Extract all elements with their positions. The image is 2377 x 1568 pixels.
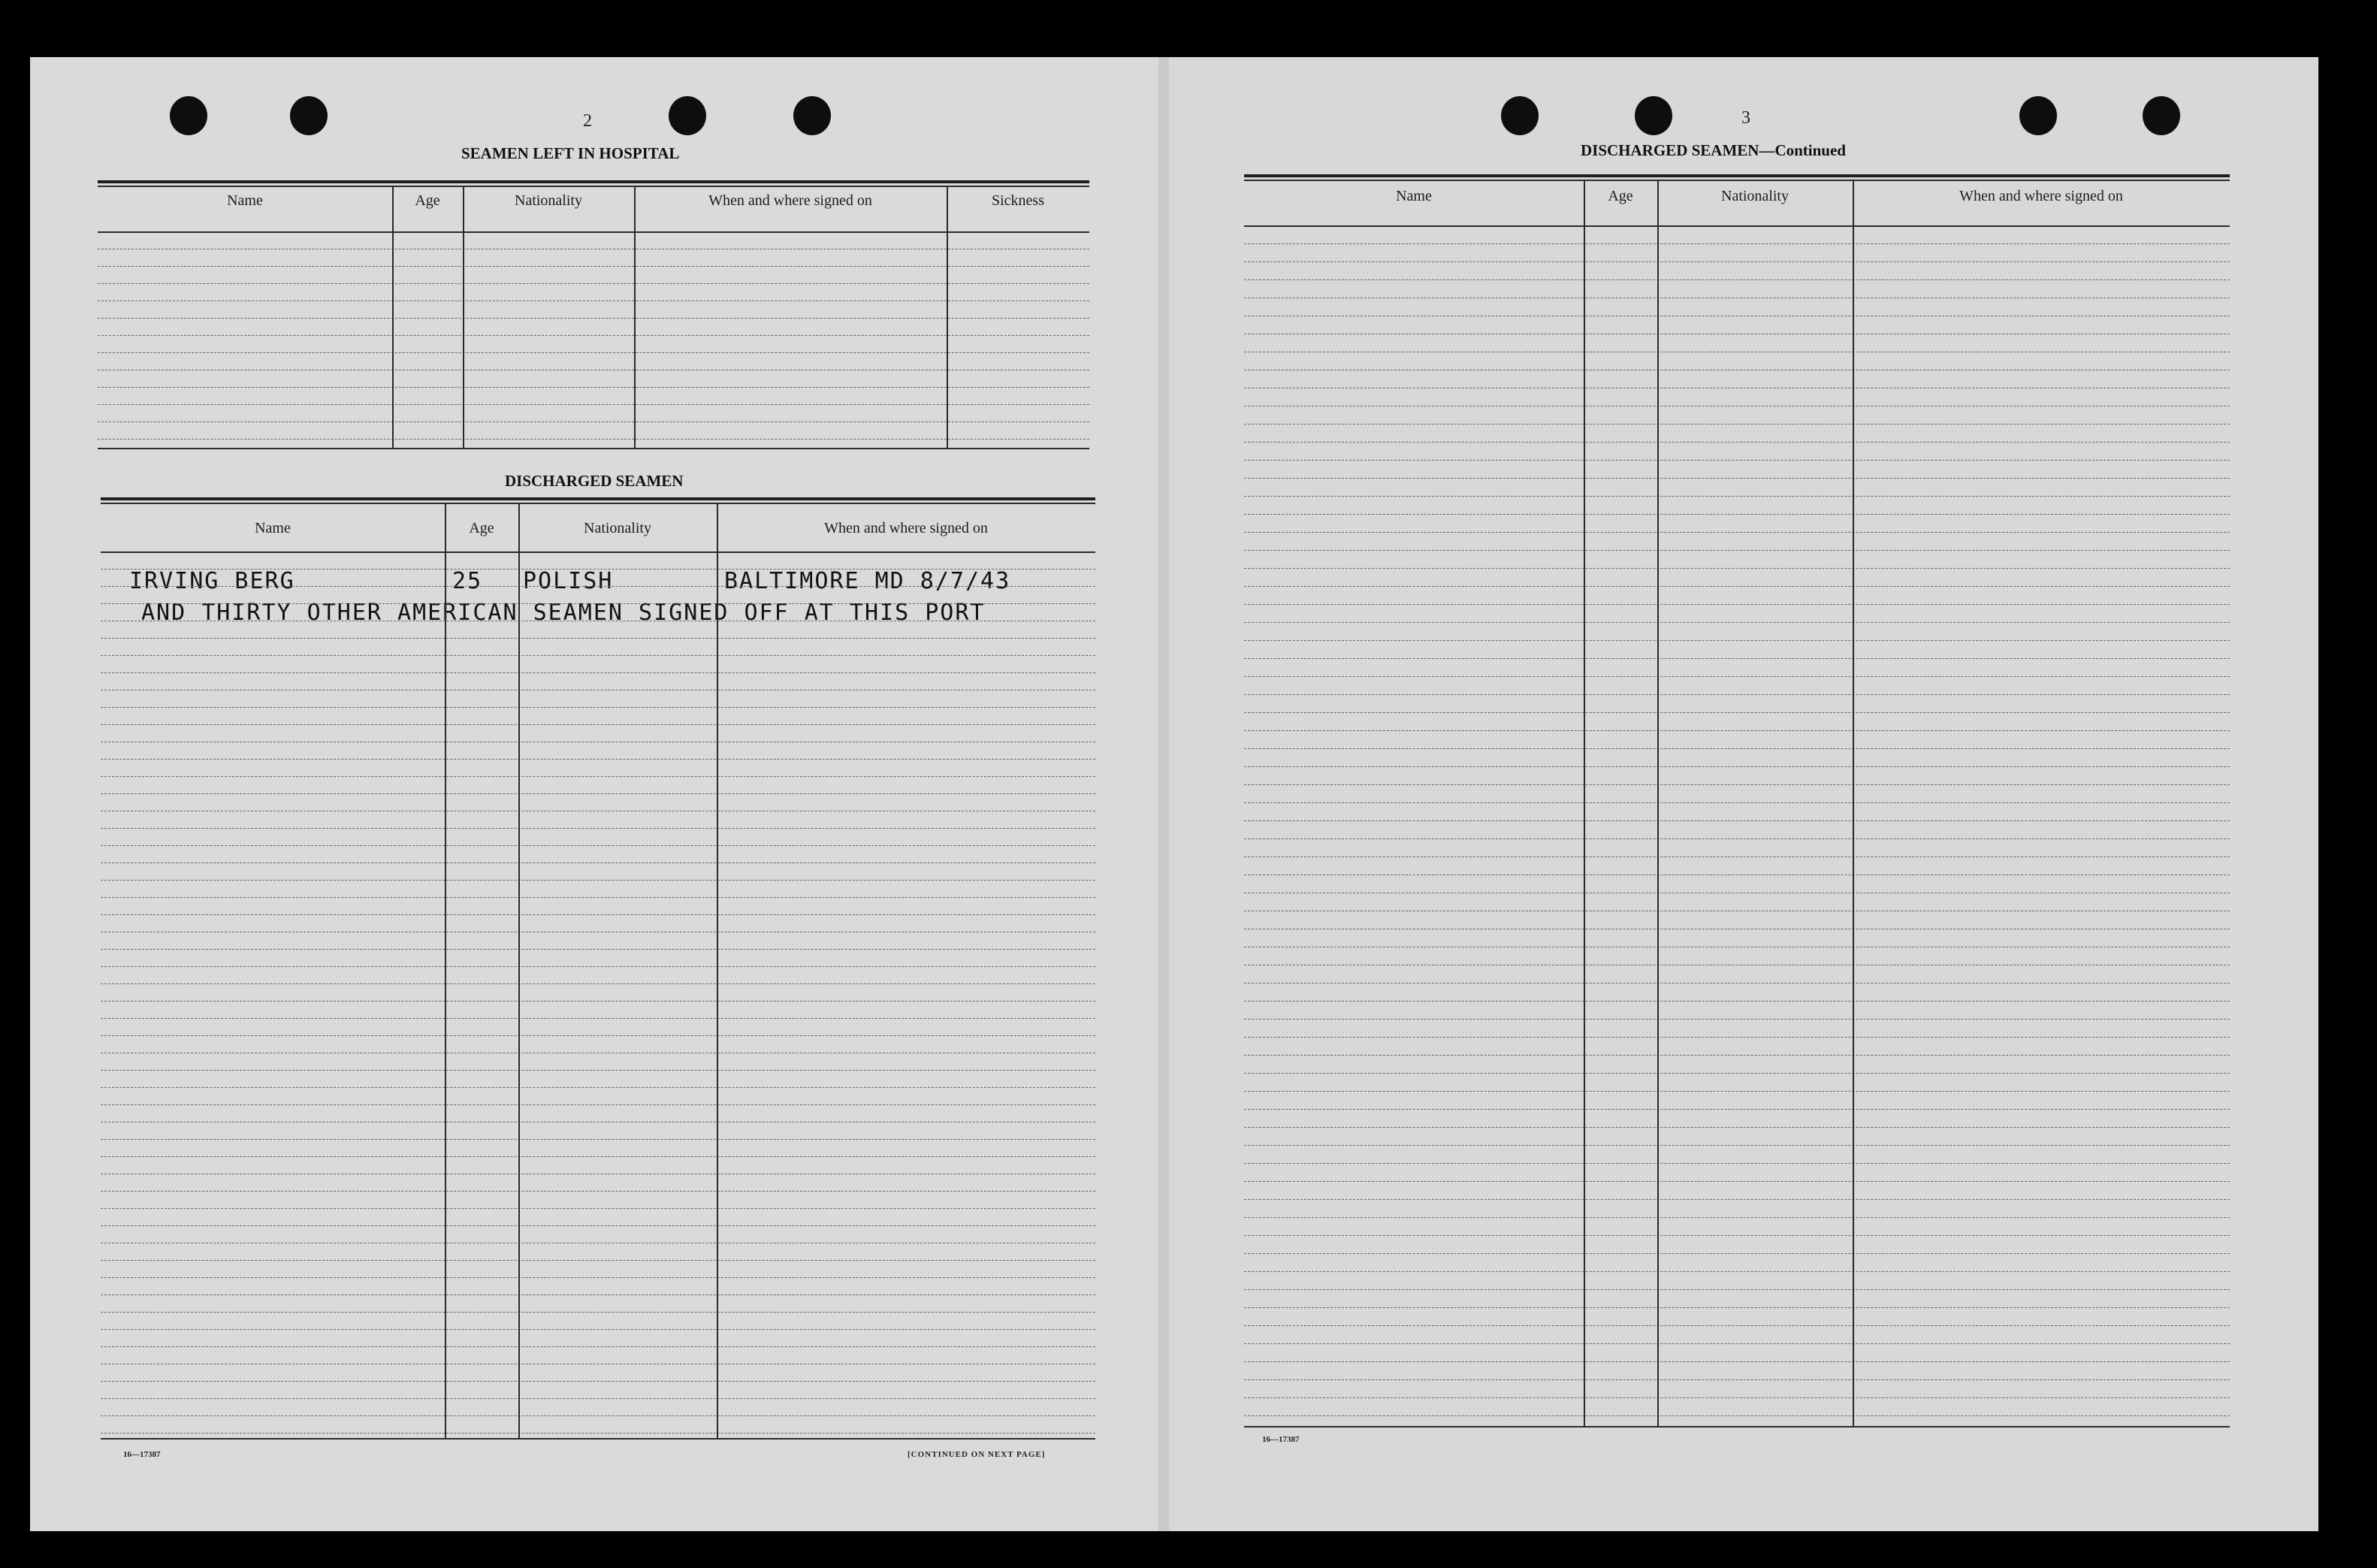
row-rule	[1244, 784, 2230, 785]
punch-hole	[2143, 96, 2180, 135]
column-header: When and where signed on	[708, 192, 872, 209]
row-rule	[101, 845, 1095, 846]
row-rule	[1244, 766, 2230, 767]
punch-hole	[290, 96, 328, 135]
row-rule	[1244, 748, 2230, 749]
row-rule	[1244, 1127, 2230, 1128]
page-fold	[1158, 57, 1169, 1531]
table-bottom-rule	[101, 1438, 1095, 1440]
row-rule	[101, 983, 1095, 984]
table-top-rule	[1244, 180, 2230, 181]
column-header: Age	[1608, 188, 1633, 204]
column-divider	[947, 186, 948, 448]
column-header: Age	[415, 192, 440, 209]
column-header: Nationality	[584, 520, 651, 536]
row-rule	[1244, 532, 2230, 533]
row-rule	[1244, 568, 2230, 569]
row-rule	[1244, 1343, 2230, 1344]
column-divider	[717, 503, 718, 1438]
table-top-rule	[101, 497, 1095, 500]
row-rule	[98, 387, 1089, 388]
row-rule	[1244, 1361, 2230, 1362]
row-rule	[101, 1018, 1095, 1019]
row-rule	[101, 603, 1095, 604]
row-rule	[101, 1312, 1095, 1313]
row-rule	[1244, 820, 2230, 821]
entry-name: IRVING BERG	[129, 568, 295, 594]
punch-hole	[170, 96, 207, 135]
row-rule	[1244, 1073, 2230, 1074]
row-rule	[98, 421, 1089, 422]
row-rule	[1244, 604, 2230, 605]
row-rule	[1244, 279, 2230, 280]
row-rule	[101, 1225, 1095, 1226]
row-rule	[101, 1087, 1095, 1088]
right-page	[1157, 57, 2318, 1531]
row-rule	[1244, 243, 2230, 244]
row-rule	[1244, 1181, 2230, 1182]
table-bottom-rule	[98, 448, 1089, 449]
row-rule	[101, 759, 1095, 760]
column-header: Nationality	[515, 192, 582, 209]
row-rule	[101, 707, 1095, 708]
row-rule	[1244, 1307, 2230, 1308]
row-rule	[1244, 694, 2230, 695]
row-rule	[1244, 1271, 2230, 1272]
row-rule	[98, 283, 1089, 284]
row-rule	[1244, 838, 2230, 839]
row-rule	[101, 880, 1095, 881]
row-rule	[1244, 712, 2230, 713]
discharged-section-title: DISCHARGED SEAMEN	[505, 472, 684, 490]
row-rule	[1244, 676, 2230, 677]
row-rule	[101, 776, 1095, 777]
row-rule	[1244, 550, 2230, 551]
entry-signed-on: BALTIMORE MD 8/7/43	[724, 568, 1011, 594]
row-rule	[1244, 802, 2230, 803]
row-rule	[101, 1035, 1095, 1036]
column-divider	[1657, 180, 1659, 1426]
punch-hole	[2019, 96, 2057, 135]
row-rule	[1244, 1145, 2230, 1146]
table-top-rule	[98, 180, 1089, 183]
row-rule	[101, 828, 1095, 829]
row-rule	[98, 335, 1089, 336]
right-title-suffix: —Continued	[1759, 141, 1846, 159]
row-rule	[1244, 1199, 2230, 1200]
row-rule	[101, 724, 1095, 725]
column-divider	[1853, 180, 1854, 1426]
row-rule	[98, 439, 1089, 440]
page-number: 2	[583, 111, 592, 131]
row-rule	[1244, 1415, 2230, 1416]
row-rule	[101, 1208, 1095, 1209]
row-rule	[98, 352, 1089, 353]
row-rule	[101, 793, 1095, 794]
right-section-title	[1581, 141, 1846, 160]
punch-hole	[1501, 96, 1539, 135]
row-rule	[101, 655, 1095, 656]
row-rule	[101, 1191, 1095, 1192]
row-rule	[1244, 1001, 2230, 1002]
form-number: 16—17387	[1262, 1435, 1300, 1444]
table-bottom-rule	[1244, 1426, 2230, 1428]
row-rule	[98, 318, 1089, 319]
column-divider	[392, 186, 394, 448]
row-rule	[1244, 261, 2230, 262]
row-rule	[101, 1260, 1095, 1261]
row-rule	[101, 1329, 1095, 1330]
row-rule	[101, 1398, 1095, 1399]
column-divider	[445, 503, 446, 1438]
row-rule	[1244, 1109, 2230, 1110]
header-rule	[1244, 225, 2230, 227]
row-rule	[101, 1277, 1095, 1278]
column-header: Name	[227, 192, 263, 209]
row-rule	[101, 1070, 1095, 1071]
row-rule	[1244, 1037, 2230, 1038]
row-rule	[1244, 514, 2230, 515]
hospital-section-title: SEAMEN LEFT IN HOSPITAL	[461, 144, 680, 162]
row-rule	[101, 914, 1095, 915]
table-top-rule	[98, 186, 1089, 187]
right-title-main: DISCHARGED SEAMEN	[1581, 141, 1759, 159]
row-rule	[1244, 622, 2230, 623]
row-rule	[1244, 730, 2230, 731]
row-rule	[1244, 1253, 2230, 1254]
column-divider	[518, 503, 520, 1438]
row-rule	[101, 1001, 1095, 1002]
row-rule	[101, 1433, 1095, 1434]
row-rule	[1244, 1091, 2230, 1092]
row-rule	[101, 672, 1095, 673]
column-divider	[634, 186, 636, 448]
row-rule	[101, 897, 1095, 898]
row-rule	[101, 1139, 1095, 1140]
punch-hole	[669, 96, 706, 135]
row-rule	[1244, 1055, 2230, 1056]
row-rule	[101, 638, 1095, 639]
column-divider	[463, 186, 464, 448]
header-rule	[101, 551, 1095, 553]
row-rule	[1244, 478, 2230, 479]
continued-note: [CONTINUED ON NEXT PAGE]	[908, 1450, 1046, 1459]
row-rule	[1244, 1289, 2230, 1290]
row-rule	[1244, 586, 2230, 587]
row-rule	[101, 1156, 1095, 1157]
row-rule	[1244, 1235, 2230, 1236]
row-rule	[101, 1415, 1095, 1416]
row-rule	[101, 949, 1095, 950]
row-rule	[1244, 1217, 2230, 1218]
column-divider	[1584, 180, 1585, 1426]
row-rule	[1244, 1019, 2230, 1020]
table-top-rule	[1244, 174, 2230, 177]
column-header: When and where signed on	[824, 520, 988, 536]
row-rule	[1244, 1163, 2230, 1164]
punch-hole	[793, 96, 831, 135]
row-rule	[101, 1381, 1095, 1382]
left-page	[30, 57, 1164, 1531]
column-header: Age	[469, 520, 494, 536]
row-rule	[1244, 460, 2230, 461]
entry-note: AND THIRTY OTHER AMERICAN SEAMEN SIGNED OFF AT THIS PORT	[141, 600, 986, 626]
punch-hole	[1635, 96, 1672, 135]
row-rule	[101, 586, 1095, 587]
row-rule	[1244, 442, 2230, 443]
column-header: Name	[1396, 188, 1432, 204]
row-rule	[101, 966, 1095, 967]
entry-age: 25	[452, 568, 483, 594]
row-rule	[101, 1346, 1095, 1347]
column-header: Name	[255, 520, 291, 536]
row-rule	[98, 404, 1089, 405]
column-header: Nationality	[1721, 188, 1789, 204]
row-rule	[1244, 1397, 2230, 1398]
column-header: When and where signed on	[1959, 188, 2123, 204]
entry-nationality: POLISH	[523, 568, 614, 594]
row-rule	[1244, 640, 2230, 641]
row-rule	[101, 1104, 1095, 1105]
table-top-rule	[101, 503, 1095, 504]
row-rule	[1244, 658, 2230, 659]
header-rule	[98, 231, 1089, 233]
row-rule	[98, 266, 1089, 267]
row-rule	[1244, 1325, 2230, 1326]
row-rule	[1244, 1379, 2230, 1380]
column-header: Sickness	[992, 192, 1044, 209]
row-rule	[1244, 496, 2230, 497]
form-number: 16—17387	[123, 1450, 161, 1459]
page-number: 3	[1741, 108, 1750, 128]
